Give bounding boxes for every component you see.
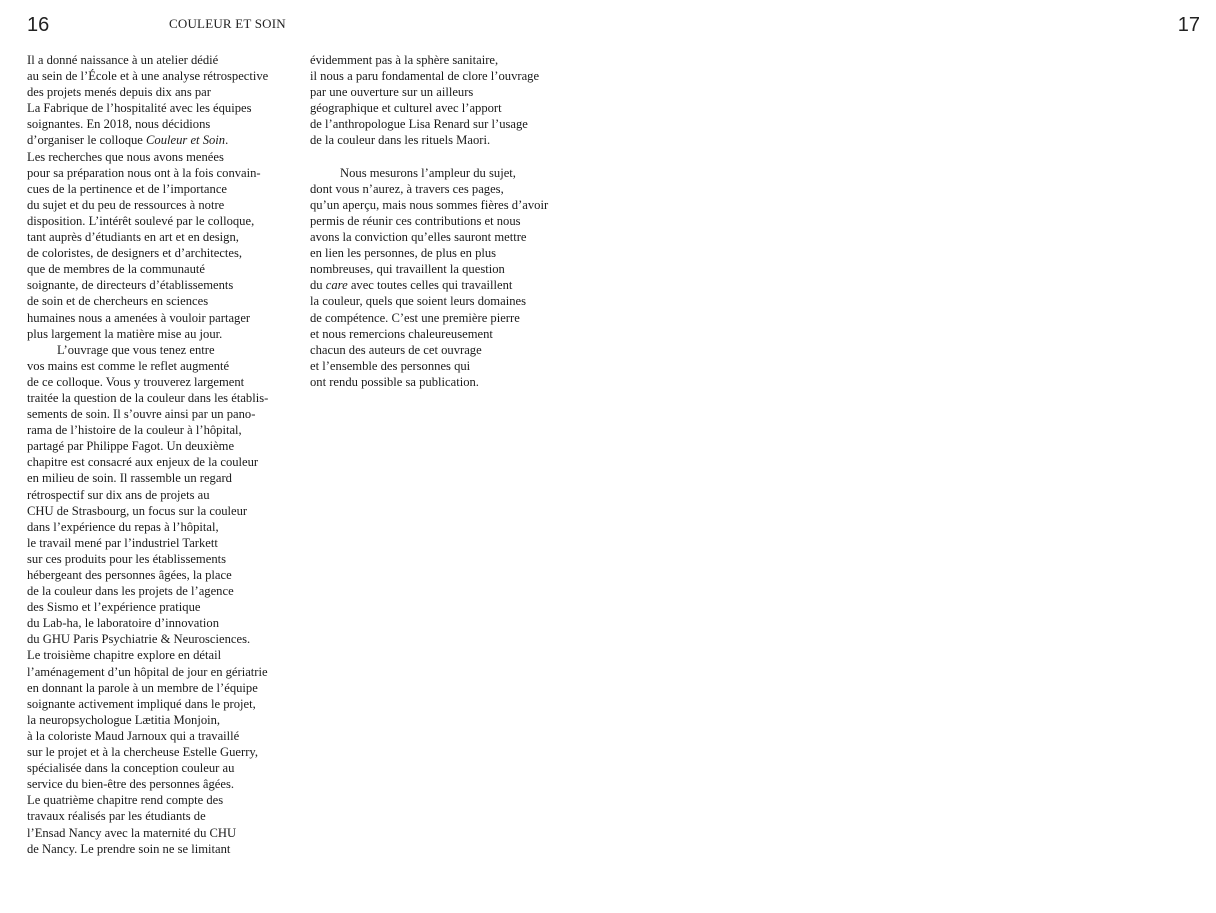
text-segment: à la coloriste Maud Jarnoux qui a travaillé: [27, 728, 240, 743]
text-segment: du GHU Paris Psychiatrie & Neurosciences.: [27, 632, 251, 647]
text-line: [27, 293, 268, 309]
text-segment: d’organiser le colloque: [27, 133, 147, 148]
text-line: [310, 165, 548, 181]
text-line: [27, 696, 268, 712]
text-segment: soignante activement impliqué dans le projet,: [27, 696, 256, 711]
text-segment: l’Ensad Nancy avec la maternité du CHU: [27, 825, 237, 840]
text-segment: permis de réunir ces contributions et nous: [310, 213, 521, 228]
text-segment: rama de l’histoire de la couleur à l’hôpital,: [27, 423, 242, 438]
text-segment: travaux réalisés par les étudiants de: [27, 809, 206, 824]
text-segment: la couleur, quels que soient leurs domaines: [310, 294, 526, 309]
text-line: [27, 197, 268, 213]
text-line: [27, 438, 268, 454]
text-segment: disposition. L’intérêt soulevé par le colloque,: [27, 213, 255, 228]
text-line: [310, 277, 548, 293]
text-segment: évidemment pas à la sphère sanitaire,: [310, 53, 499, 67]
text-line: [27, 535, 268, 551]
text-segment: de la couleur dans les rituels Maori.: [310, 133, 491, 148]
text-segment: vos mains est comme le reflet augmenté: [27, 358, 230, 373]
text-line: [27, 599, 268, 615]
text-segment: au sein de l’École et à une analyse rétrospective: [27, 69, 269, 84]
text-line: [27, 503, 268, 519]
text-line: [27, 277, 268, 293]
text-segment: de la couleur dans les projets de l’agence: [27, 584, 234, 599]
italic-title: Couleur et Soin: [146, 133, 226, 148]
page-number-left: 16: [27, 14, 50, 36]
text-line: [27, 326, 268, 342]
text-segment: humaines nous a amenées à vouloir partager: [27, 310, 251, 325]
text-line: [310, 293, 548, 309]
text-line: [27, 792, 268, 808]
text-segment: dans l’expérience du repas à l’hôpital,: [27, 519, 219, 534]
text-segment: Il a donné naissance à un atelier dédié: [27, 53, 219, 67]
text-segment: des Sismo et l’expérience pratique: [27, 600, 201, 615]
text-line: [310, 245, 548, 261]
text-line: [310, 68, 548, 84]
text-line: [310, 374, 548, 390]
text-line: [27, 422, 268, 438]
text-line: [310, 261, 548, 277]
text-segment: qu’un aperçu, mais nous sommes fières d’avoir: [310, 197, 549, 212]
text-segment: sements de soin. Il s’ouvre ainsi par un pano-: [27, 407, 256, 422]
text-segment: de soin et de chercheurs en sciences: [27, 294, 209, 309]
text-segment: de coloristes, de designers et d’architectes,: [27, 246, 243, 261]
text-segment: tant auprès d’étudiants en art et en design,: [27, 230, 239, 245]
text-segment: nombreuses, qui travaillent la question: [310, 262, 505, 277]
text-segment: de Nancy. Le prendre soin ne se limitant: [27, 841, 231, 856]
text-line: [310, 197, 548, 213]
text-segment: spécialisée dans la conception couleur au: [27, 761, 235, 776]
text-segment: Le troisième chapitre explore en détail: [27, 648, 222, 663]
text-line: [27, 406, 268, 422]
text-line: [27, 165, 268, 181]
text-line: [310, 213, 548, 229]
text-segment: L’ouvrage que vous tenez entre: [57, 342, 215, 357]
text-line: [27, 470, 268, 486]
text-line: [27, 245, 268, 261]
text-line: [27, 583, 268, 599]
text-segment: de compétence. C’est une première pierre: [310, 310, 520, 325]
text-line: [27, 744, 268, 760]
text-line: [310, 100, 548, 116]
text-line: [27, 808, 268, 824]
text-line: [27, 825, 268, 841]
text-line: [27, 551, 268, 567]
text-segment: le travail mené par l’industriel Tarkett: [27, 535, 218, 550]
text-segment: chapitre est consacré aux enjeux de la couleur: [27, 455, 259, 470]
text-segment: en donnant la parole à un membre de l’équipe: [27, 680, 258, 695]
text-line: [27, 358, 268, 374]
text-line: [27, 776, 268, 792]
text-line: [27, 100, 268, 116]
text-segment: du Lab-ha, le laboratoire d’innovation: [27, 616, 219, 631]
text-line: [27, 841, 268, 857]
text-segment: rétrospectif sur dix ans de projets au: [27, 487, 210, 502]
text-line: [27, 374, 268, 390]
text-segment: en milieu de soin. Il rassemble un regard: [27, 471, 232, 486]
text-line: [27, 52, 268, 68]
text-segment: soignante, de directeurs d’établissements: [27, 278, 234, 293]
text-line: [27, 454, 268, 470]
text-segment: la neuropsychologue Lætitia Monjoin,: [27, 712, 221, 727]
text-line: [27, 615, 268, 631]
text-line: [27, 310, 268, 326]
text-line: [27, 567, 268, 583]
text-segment: La Fabrique de l’hospitalité avec les équipes: [27, 101, 252, 116]
text-segment: hébergeant des personnes âgées, la place: [27, 568, 232, 582]
text-line: [27, 68, 268, 84]
text-segment: sur ces produits pour les établissements: [27, 551, 227, 566]
text-segment: CHU de Strasbourg, un focus sur la couleur: [27, 503, 248, 518]
text-line: [310, 342, 548, 358]
text-segment: que de membres de la communauté: [27, 262, 205, 277]
text-segment: soignantes. En 2018, nous décidions: [27, 117, 211, 132]
text-segment: ont rendu possible sa publication.: [310, 374, 479, 389]
text-line: [27, 132, 268, 148]
text-line: [27, 229, 268, 245]
text-column-right: [310, 52, 548, 390]
text-line: [27, 760, 268, 776]
text-line: [310, 326, 548, 342]
text-segment: chacun des auteurs de cet ouvrage: [310, 342, 482, 357]
text-segment: avec toutes celles qui travaillent: [347, 278, 513, 293]
text-segment: avons la conviction qu’elles sauront mettre: [310, 230, 527, 245]
text-line: [27, 487, 268, 503]
text-segment: du sujet et du peu de ressources à notre: [27, 197, 225, 212]
text-segment: géographique et culturel avec l’apport: [310, 101, 502, 116]
text-segment: Les recherches que nous avons menées: [27, 149, 224, 164]
text-line: [27, 116, 268, 132]
text-segment: service du bien-être des personnes âgées.: [27, 777, 235, 792]
text-segment: des projets menés depuis dix ans par: [27, 85, 211, 100]
text-line: [27, 519, 268, 535]
text-column-left: [27, 52, 268, 857]
text-segment: et nous remercions chaleureusement: [310, 326, 493, 341]
text-segment: il nous a paru fondamental de clore l’ouvrage: [310, 69, 540, 84]
text-line: [310, 116, 548, 132]
text-line: [27, 664, 268, 680]
text-line: [27, 213, 268, 229]
text-segment: pour sa préparation nous ont à la fois convain-: [27, 165, 261, 180]
text-line: [27, 84, 268, 100]
italic-title: care: [325, 278, 348, 293]
text-segment: sur le projet et à la chercheuse Estelle Guerry,: [27, 745, 259, 760]
text-line: [27, 149, 268, 165]
text-line: [27, 342, 268, 358]
paragraph-break: [310, 149, 548, 165]
text-line: [310, 229, 548, 245]
text-line: [27, 181, 268, 197]
text-segment: dont vous n’aurez, à travers ces pages,: [310, 181, 504, 196]
text-line: [27, 712, 268, 728]
page-number-right: 17: [1177, 14, 1200, 36]
text-line: [27, 631, 268, 647]
text-segment: et l’ensemble des personnes qui: [310, 358, 471, 373]
running-head: COULEUR ET SOIN: [169, 16, 286, 31]
text-line: [27, 728, 268, 744]
text-segment: plus largement la matière mise au jour.: [27, 326, 223, 341]
text-segment: traitée la question de la couleur dans les établis-: [27, 390, 269, 405]
text-segment: .: [225, 133, 229, 148]
text-line: [27, 680, 268, 696]
text-segment: Le quatrième chapitre rend compte des: [27, 793, 224, 808]
text-line: [27, 647, 268, 663]
text-line: [27, 390, 268, 406]
text-segment: de ce colloque. Vous y trouverez largement: [27, 374, 245, 389]
text-segment: de l’anthropologue Lisa Renard sur l’usage: [310, 117, 528, 132]
text-segment: partagé par Philippe Fagot. Un deuxième: [27, 439, 235, 454]
text-segment: l’aménagement d’un hôpital de jour en gériatrie: [27, 664, 268, 679]
text-line: [310, 358, 548, 374]
text-segment: cues de la pertinence et de l’importance: [27, 181, 227, 196]
text-line: [310, 84, 548, 100]
text-line: [310, 52, 548, 68]
text-segment: du: [310, 278, 326, 293]
text-line: [27, 261, 268, 277]
text-segment: en lien les personnes, de plus en plus: [310, 246, 497, 261]
text-segment: Nous mesurons l’ampleur du sujet,: [340, 165, 516, 180]
text-line: [310, 132, 548, 148]
text-line: [310, 310, 548, 326]
text-line: [310, 181, 548, 197]
text-segment: par une ouverture sur un ailleurs: [310, 85, 474, 100]
